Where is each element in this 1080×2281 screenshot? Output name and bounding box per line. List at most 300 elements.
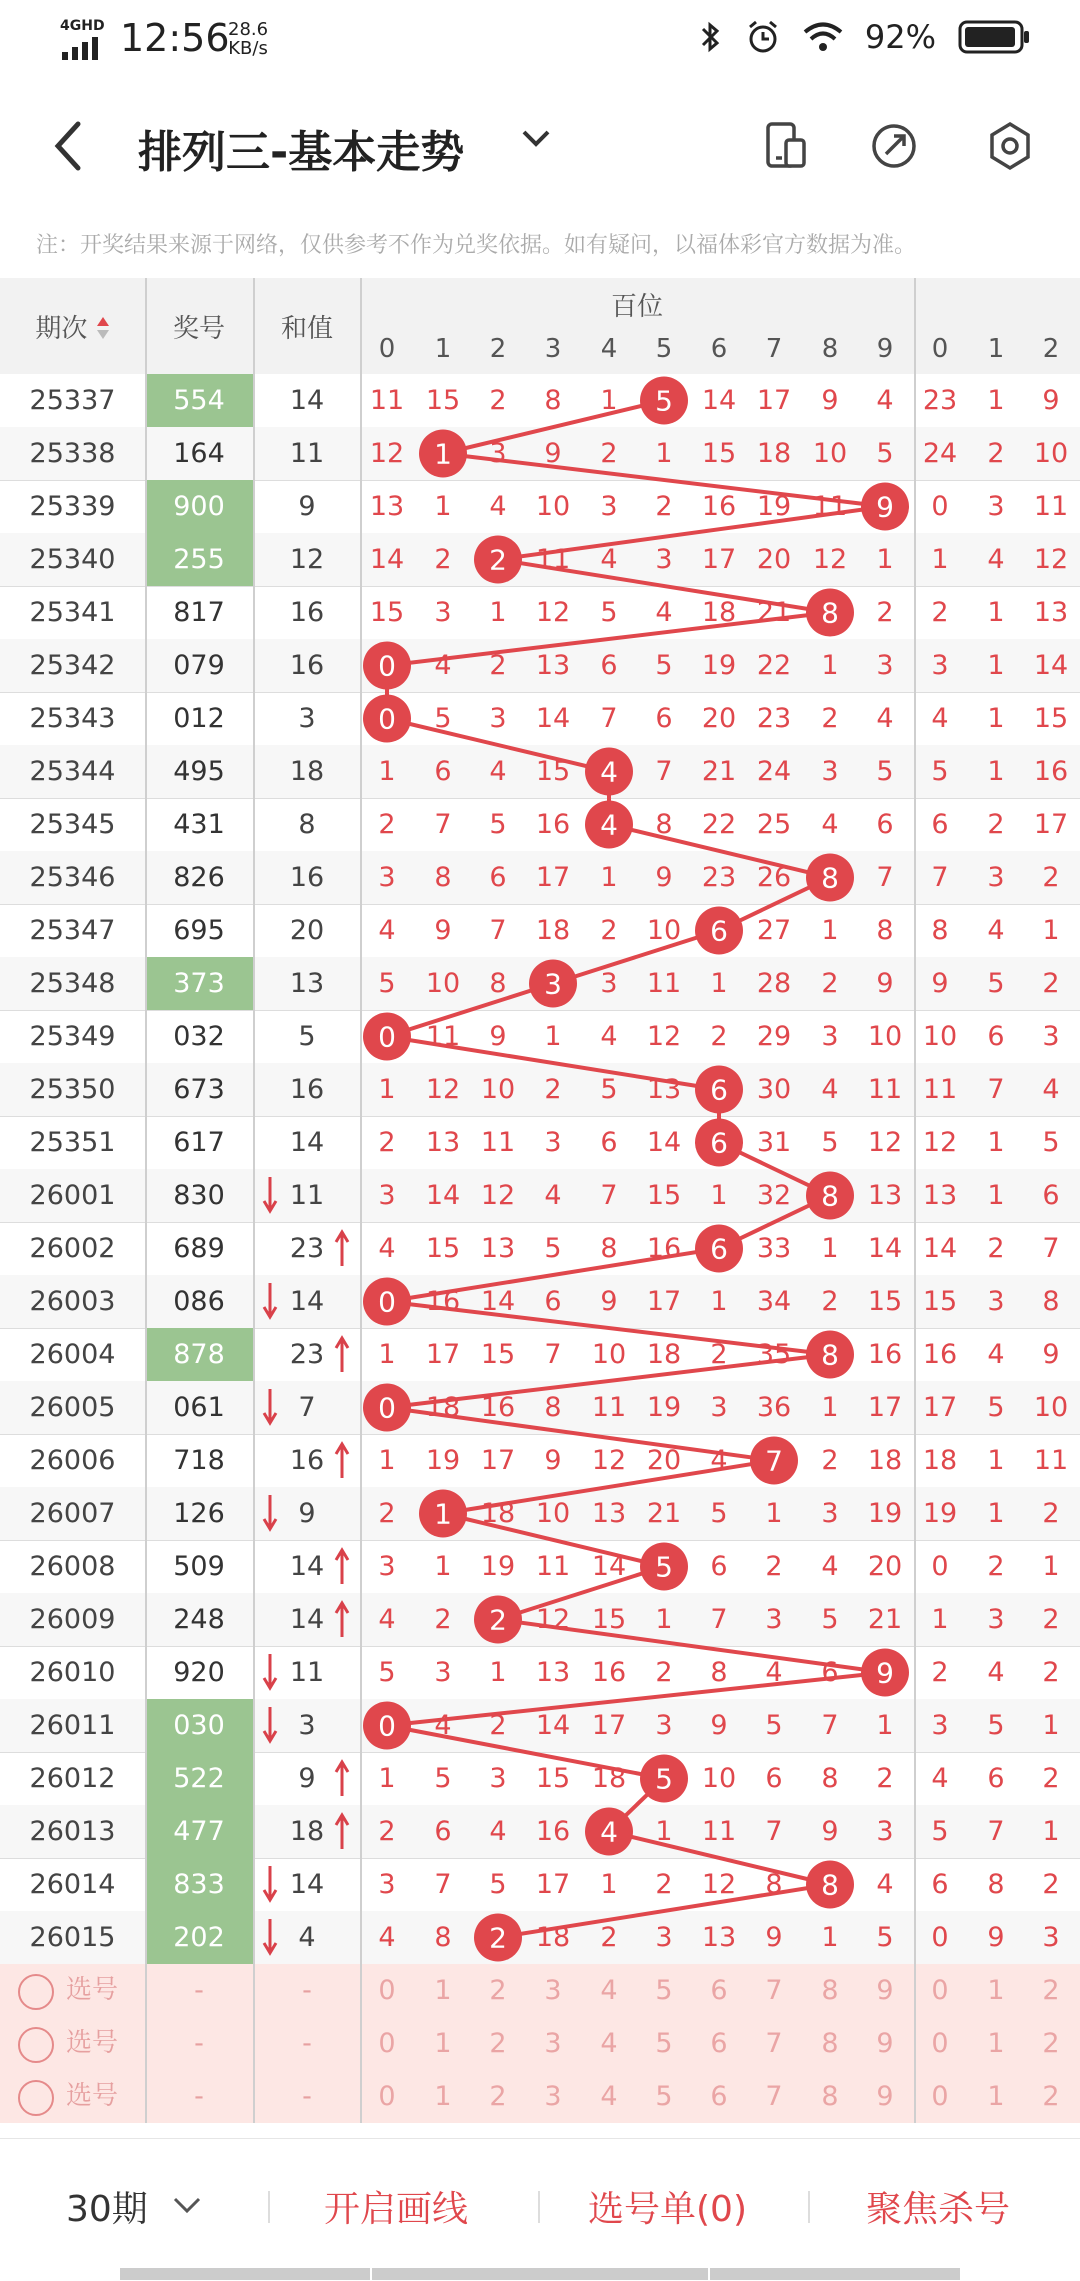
miss-cell: 17 xyxy=(480,1445,516,1476)
miss-cell: 1 xyxy=(987,1180,1005,1211)
hit-ball xyxy=(806,1861,854,1909)
miss-cell: 11 xyxy=(425,1021,461,1052)
pick-digit[interactable]: 6 xyxy=(710,2081,728,2112)
miss-cell: 12 xyxy=(535,1604,571,1635)
clock: 12:56 xyxy=(120,16,230,60)
period-selector[interactable]: 30期 xyxy=(66,2189,148,2230)
miss-cell: 9 xyxy=(544,438,562,469)
miss-cell: 8 xyxy=(655,809,673,840)
miss-cell: 24 xyxy=(922,438,958,469)
pick-digit[interactable]: 5 xyxy=(655,2028,673,2059)
miss-cell: 17 xyxy=(1033,809,1069,840)
miss-cell: 6 xyxy=(821,1657,839,1688)
miss-cell: 2 xyxy=(821,968,839,999)
miss-cell: 14 xyxy=(922,1233,958,1264)
miss-cell: 1 xyxy=(987,650,1005,681)
miss-cell: 2 xyxy=(710,1339,728,1370)
miss-cell: 6 xyxy=(434,756,452,787)
miss-cell: 32 xyxy=(756,1180,792,1211)
miss-cell: 4 xyxy=(876,703,894,734)
pick-digit[interactable]: 1 xyxy=(434,1975,452,2006)
pick-digit[interactable]: 2 xyxy=(489,2028,507,2059)
miss-cell: 3 xyxy=(821,1498,839,1529)
sum-cell: 14 xyxy=(289,1286,325,1317)
miss-cell: 30 xyxy=(756,1074,792,1105)
pick-digit[interactable]: 2 xyxy=(1042,1975,1060,2006)
miss-cell: 1 xyxy=(931,544,949,575)
miss-cell: 6 xyxy=(931,809,949,840)
pick-digit[interactable]: 1 xyxy=(987,1975,1005,2006)
miss-cell: 15 xyxy=(535,1763,571,1794)
miss-cell: 18 xyxy=(867,1445,903,1476)
miss-cell: 5 xyxy=(931,1816,949,1847)
pick-digit[interactable]: 0 xyxy=(931,2081,949,2112)
focus-kill-button[interactable]: 聚焦杀号 xyxy=(866,2189,1011,2230)
miss-cell: 3 xyxy=(987,862,1005,893)
pick-digit[interactable]: 1 xyxy=(987,2081,1005,2112)
miss-cell: 14 xyxy=(535,703,571,734)
pick-digit[interactable]: 9 xyxy=(876,1975,894,2006)
issue-cell: 25337 xyxy=(29,385,116,416)
pick-digit[interactable]: 2 xyxy=(489,2081,507,2112)
miss-cell: 9 xyxy=(544,1445,562,1476)
miss-cell: 21 xyxy=(701,756,737,787)
status-bar xyxy=(0,0,1080,80)
hit-ball-label: 4 xyxy=(600,755,618,789)
miss-cell: 4 xyxy=(821,1551,839,1582)
sum-cell: 14 xyxy=(289,1127,325,1158)
miss-cell: 7 xyxy=(1042,1233,1060,1264)
divider xyxy=(268,2191,270,2223)
pick-digit[interactable]: 7 xyxy=(765,2028,783,2059)
hundreds-trend-line xyxy=(387,401,885,1938)
miss-cell: 19 xyxy=(480,1551,516,1582)
miss-cell: 8 xyxy=(987,1869,1005,1900)
pick-digit[interactable]: 1 xyxy=(987,2028,1005,2059)
miss-cell: 2 xyxy=(600,915,618,946)
miss-cell: 4 xyxy=(821,809,839,840)
miss-cell: 5 xyxy=(600,597,618,628)
issue-cell: 25343 xyxy=(29,703,116,734)
miss-cell: 21 xyxy=(867,1604,903,1635)
hit-ball-label: 6 xyxy=(710,1232,728,1266)
pick-digit[interactable]: 0 xyxy=(931,1975,949,2006)
miss-cell: 23 xyxy=(756,703,792,734)
miss-cell: 3 xyxy=(544,1127,562,1158)
bottom-bar xyxy=(0,2138,1080,2281)
miss-cell: 23 xyxy=(922,385,958,416)
miss-cell: 13 xyxy=(369,491,405,522)
miss-cell: 2 xyxy=(378,1127,396,1158)
miss-cell: 5 xyxy=(710,1498,728,1529)
pick-digit[interactable]: 2 xyxy=(1042,2028,1060,2059)
pick-label[interactable]: 选号 xyxy=(66,2028,119,2058)
pick-label[interactable]: 选号 xyxy=(66,1975,119,2005)
miss-cell: 4 xyxy=(434,650,452,681)
pick-digit[interactable]: 3 xyxy=(544,2028,562,2059)
miss-cell: 25 xyxy=(756,809,792,840)
miss-cell: 15 xyxy=(480,1339,516,1370)
hit-ball xyxy=(861,483,909,531)
hit-ball xyxy=(806,1172,854,1220)
hit-ball-label: 5 xyxy=(655,384,673,418)
miss-cell: 15 xyxy=(922,1286,958,1317)
miss-cell: 1 xyxy=(987,1127,1005,1158)
hit-ball xyxy=(419,1490,467,1538)
pick-digit[interactable]: 2 xyxy=(1042,2081,1060,2112)
hit-ball xyxy=(695,1119,743,1167)
miss-cell: 19 xyxy=(756,491,792,522)
issue-cell: 26015 xyxy=(29,1922,116,1953)
miss-cell: 20 xyxy=(701,703,737,734)
battery-icon xyxy=(958,20,1030,54)
wifi-icon xyxy=(803,21,843,53)
miss-cell: 16 xyxy=(535,1816,571,1847)
miss-cell: 15 xyxy=(425,385,461,416)
miss-cell: 14 xyxy=(425,1180,461,1211)
miss-cell: 1 xyxy=(600,1869,618,1900)
miss-cell: 2 xyxy=(378,809,396,840)
sum-cell: 11 xyxy=(289,438,325,469)
pick-digit[interactable]: 4 xyxy=(600,2081,618,2112)
issue-cell: 26001 xyxy=(29,1180,116,1211)
miss-cell: 3 xyxy=(434,1657,452,1688)
hit-ball xyxy=(474,1914,522,1962)
hit-ball xyxy=(806,1331,854,1379)
miss-cell: 3 xyxy=(987,1604,1005,1635)
pick-digit[interactable]: 5 xyxy=(655,2081,673,2112)
miss-cell: 3 xyxy=(710,1392,728,1423)
miss-cell: 1 xyxy=(876,544,894,575)
miss-cell: 17 xyxy=(535,862,571,893)
miss-cell: 6 xyxy=(434,1816,452,1847)
miss-cell: 10 xyxy=(535,491,571,522)
miss-cell: 2 xyxy=(876,1763,894,1794)
miss-cell: 12 xyxy=(646,1021,682,1052)
pick-digit[interactable]: 0 xyxy=(378,1975,396,2006)
miss-cell: 2 xyxy=(876,597,894,628)
miss-cell: 17 xyxy=(756,385,792,416)
miss-cell: 17 xyxy=(591,1710,627,1741)
sum-cell: 14 xyxy=(289,1869,325,1900)
hit-ball-label: 8 xyxy=(821,596,839,630)
chevron-down-icon[interactable] xyxy=(520,126,552,150)
miss-cell: 4 xyxy=(600,544,618,575)
miss-cell: 10 xyxy=(425,968,461,999)
prize-cell: 830 xyxy=(173,1180,225,1211)
issue-cell: 25341 xyxy=(29,597,116,628)
pick-digit[interactable]: 5 xyxy=(655,1975,673,2006)
miss-cell: 17 xyxy=(922,1392,958,1423)
hit-ball xyxy=(363,1702,411,1750)
pick-digit[interactable]: 8 xyxy=(821,2081,839,2112)
miss-cell: 17 xyxy=(867,1392,903,1423)
sum-cell: 9 xyxy=(298,491,316,522)
miss-cell: 13 xyxy=(591,1498,627,1529)
miss-cell: 15 xyxy=(591,1604,627,1635)
miss-cell: 1 xyxy=(821,1922,839,1953)
sum-cell: 9 xyxy=(298,1763,316,1794)
miss-cell: 1 xyxy=(489,597,507,628)
prize-cell: 373 xyxy=(145,957,253,1010)
hit-ball-label: 4 xyxy=(600,808,618,842)
hit-ball-label: 0 xyxy=(378,649,396,683)
sum-cell: 23 xyxy=(289,1339,325,1370)
miss-cell: 34 xyxy=(756,1286,792,1317)
miss-cell: 7 xyxy=(544,1339,562,1370)
hit-ball-label: 1 xyxy=(434,437,452,471)
prize-header: 奖号 xyxy=(172,314,225,344)
miss-cell: 3 xyxy=(987,491,1005,522)
miss-cell: 28 xyxy=(756,968,792,999)
miss-cell: 11 xyxy=(535,1551,571,1582)
digit-header: 7 xyxy=(765,334,783,364)
miss-cell: 17 xyxy=(425,1339,461,1370)
miss-cell: 10 xyxy=(591,1339,627,1370)
selection-list-button[interactable]: 选号单(0) xyxy=(588,2189,747,2230)
miss-cell: 2 xyxy=(987,1233,1005,1264)
miss-cell: 5 xyxy=(765,1710,783,1741)
pick-digit[interactable]: 8 xyxy=(821,1975,839,2006)
miss-cell: 1 xyxy=(821,1233,839,1264)
sum-cell: 9 xyxy=(298,1498,316,1529)
pick-digit[interactable]: 7 xyxy=(765,2081,783,2112)
draw-lines-button[interactable]: 开启画线 xyxy=(324,2189,469,2230)
hit-ball-label: 8 xyxy=(821,861,839,895)
miss-cell: 3 xyxy=(378,862,396,893)
hit-ball xyxy=(806,854,854,902)
miss-cell: 12 xyxy=(867,1127,903,1158)
miss-cell: 16 xyxy=(701,491,737,522)
prize-cell: 817 xyxy=(173,597,225,628)
miss-cell: 2 xyxy=(987,1551,1005,1582)
tab-indicator xyxy=(372,2268,708,2280)
miss-cell: 11 xyxy=(1033,1445,1069,1476)
miss-cell: 1 xyxy=(378,756,396,787)
miss-cell: 15 xyxy=(701,438,737,469)
miss-cell: 14 xyxy=(867,1233,903,1264)
miss-cell: 10 xyxy=(646,915,682,946)
miss-cell: 6 xyxy=(987,1021,1005,1052)
page-title[interactable]: 排列三-基本走势 xyxy=(138,127,465,178)
miss-cell: 11 xyxy=(646,968,682,999)
miss-cell: 18 xyxy=(425,1392,461,1423)
miss-cell: 9 xyxy=(876,968,894,999)
miss-cell: 5 xyxy=(378,968,396,999)
bluetooth-icon xyxy=(699,19,723,55)
pick-label[interactable]: 选号 xyxy=(66,2081,119,2111)
miss-cell: 5 xyxy=(821,1604,839,1635)
miss-cell: 1 xyxy=(1042,1816,1060,1847)
miss-cell: 5 xyxy=(987,1710,1005,1741)
miss-cell: 10 xyxy=(1033,438,1069,469)
pick-digit[interactable]: 8 xyxy=(821,2028,839,2059)
miss-cell: 17 xyxy=(646,1286,682,1317)
miss-cell: 24 xyxy=(756,756,792,787)
pick-digit[interactable]: 2 xyxy=(489,1975,507,2006)
miss-cell: 13 xyxy=(535,650,571,681)
miss-cell: 8 xyxy=(876,915,894,946)
issue-cell: 26002 xyxy=(29,1233,116,1264)
prize-cell: 900 xyxy=(145,480,253,533)
miss-cell: 7 xyxy=(876,862,894,893)
hit-ball xyxy=(363,642,411,690)
miss-cell: 4 xyxy=(378,1604,396,1635)
sum-cell: 11 xyxy=(289,1180,325,1211)
miss-cell: 7 xyxy=(600,703,618,734)
miss-cell: 5 xyxy=(489,809,507,840)
pick-digit[interactable]: 4 xyxy=(600,1975,618,2006)
miss-cell: 7 xyxy=(489,915,507,946)
miss-cell: 6 xyxy=(987,1763,1005,1794)
miss-cell: 7 xyxy=(600,1180,618,1211)
pick-digit[interactable]: 0 xyxy=(931,2028,949,2059)
miss-cell: 2 xyxy=(1042,968,1060,999)
miss-cell: 7 xyxy=(434,809,452,840)
miss-cell: 4 xyxy=(1042,1074,1060,1105)
miss-cell: 3 xyxy=(931,650,949,681)
hit-ball-label: 0 xyxy=(378,1391,396,1425)
chevron-down-icon[interactable] xyxy=(172,2195,202,2215)
miss-cell: 16 xyxy=(535,809,571,840)
miss-cell: 12 xyxy=(591,1445,627,1476)
miss-cell: 35 xyxy=(756,1339,792,1370)
miss-cell: 4 xyxy=(600,1021,618,1052)
sum-placeholder: - xyxy=(302,1975,312,2006)
sum-cell: 14 xyxy=(289,385,325,416)
miss-cell: 7 xyxy=(655,756,673,787)
trend-lines xyxy=(0,278,1080,2118)
miss-cell: 11 xyxy=(1033,491,1069,522)
miss-cell: 9 xyxy=(434,915,452,946)
miss-cell: 7 xyxy=(931,862,949,893)
miss-cell: 1 xyxy=(1042,915,1060,946)
hundreds-header: 百位 xyxy=(610,292,663,322)
miss-cell: 16 xyxy=(591,1657,627,1688)
miss-cell: 6 xyxy=(1042,1180,1060,1211)
miss-cell: 18 xyxy=(646,1339,682,1370)
pick-digit[interactable]: 9 xyxy=(876,2081,894,2112)
sum-cell: 16 xyxy=(289,1074,325,1105)
miss-cell: 9 xyxy=(987,1922,1005,1953)
digit-header: 0 xyxy=(931,334,949,364)
miss-cell: 10 xyxy=(535,1498,571,1529)
miss-cell: 10 xyxy=(480,1074,516,1105)
miss-cell: 11 xyxy=(369,385,405,416)
sum-cell: 3 xyxy=(298,1710,316,1741)
miss-cell: 4 xyxy=(987,544,1005,575)
pick-digit[interactable]: 4 xyxy=(600,2028,618,2059)
miss-cell: 22 xyxy=(701,809,737,840)
issue-cell: 26014 xyxy=(29,1869,116,1900)
miss-cell: 2 xyxy=(987,809,1005,840)
miss-cell: 4 xyxy=(434,1710,452,1741)
miss-cell: 1 xyxy=(544,1021,562,1052)
speed-unit: KB/s xyxy=(228,38,268,59)
miss-cell: 6 xyxy=(600,1127,618,1158)
pick-digit[interactable]: 0 xyxy=(378,2028,396,2059)
miss-cell: 4 xyxy=(987,915,1005,946)
miss-cell: 4 xyxy=(489,756,507,787)
miss-cell: 16 xyxy=(480,1392,516,1423)
miss-cell: 15 xyxy=(369,597,405,628)
miss-cell: 15 xyxy=(867,1286,903,1317)
issue-cell: 26013 xyxy=(29,1816,116,1847)
hit-ball xyxy=(695,1066,743,1114)
network-type: 4GHD xyxy=(60,18,105,34)
issue-cell: 25340 xyxy=(29,544,116,575)
miss-cell: 1 xyxy=(655,1816,673,1847)
pick-digit[interactable]: 7 xyxy=(765,1975,783,2006)
miss-cell: 5 xyxy=(434,703,452,734)
miss-cell: 6 xyxy=(489,862,507,893)
pick-digit[interactable]: 6 xyxy=(710,1975,728,2006)
miss-cell: 1 xyxy=(378,1074,396,1105)
hit-ball-label: 0 xyxy=(378,1709,396,1743)
miss-cell: 13 xyxy=(425,1127,461,1158)
back-icon[interactable] xyxy=(48,116,88,176)
hit-ball xyxy=(585,1808,633,1856)
hit-ball-label: 2 xyxy=(489,543,507,577)
pick-digit[interactable]: 6 xyxy=(710,2028,728,2059)
miss-cell: 10 xyxy=(922,1021,958,1052)
prize-cell: 826 xyxy=(173,862,225,893)
miss-cell: 3 xyxy=(876,1816,894,1847)
share-icon[interactable] xyxy=(866,118,922,174)
digit-header: 5 xyxy=(655,334,673,364)
pick-digit[interactable]: 1 xyxy=(434,2081,452,2112)
miss-cell: 16 xyxy=(425,1286,461,1317)
miss-cell: 3 xyxy=(655,544,673,575)
miss-cell: 4 xyxy=(931,703,949,734)
miss-cell: 31 xyxy=(756,1127,792,1158)
miss-cell: 18 xyxy=(922,1445,958,1476)
pick-digit[interactable]: 9 xyxy=(876,2028,894,2059)
miss-cell: 8 xyxy=(600,1233,618,1264)
miss-cell: 19 xyxy=(701,650,737,681)
settings-icon[interactable] xyxy=(982,118,1038,174)
miss-cell: 16 xyxy=(922,1339,958,1370)
miss-cell: 1 xyxy=(378,1339,396,1370)
digit-header: 8 xyxy=(821,334,839,364)
hit-ball xyxy=(529,960,577,1008)
miss-cell: 33 xyxy=(756,1233,792,1264)
speed-value: 28.6 xyxy=(228,19,269,40)
hit-ball-label: 1 xyxy=(434,1497,452,1531)
pick-digit[interactable]: 1 xyxy=(434,2028,452,2059)
phone-icon[interactable] xyxy=(756,118,812,174)
miss-cell: 10 xyxy=(701,1763,737,1794)
sum-placeholder: - xyxy=(302,2081,312,2112)
sum-cell: 23 xyxy=(289,1233,325,1264)
miss-cell: 5 xyxy=(987,1392,1005,1423)
hit-ball-label: 0 xyxy=(378,1020,396,1054)
miss-cell: 5 xyxy=(378,1657,396,1688)
miss-cell: 1 xyxy=(655,1604,673,1635)
digit-header: 9 xyxy=(876,334,894,364)
sum-cell: 18 xyxy=(289,1816,325,1847)
miss-cell: 1 xyxy=(489,1657,507,1688)
miss-cell: 3 xyxy=(378,1180,396,1211)
trend-table xyxy=(0,278,1080,2118)
pick-digit[interactable]: 3 xyxy=(544,2081,562,2112)
pick-digit[interactable]: 3 xyxy=(544,1975,562,2006)
miss-cell: 8 xyxy=(1042,1286,1060,1317)
hit-ball-label: 0 xyxy=(378,702,396,736)
miss-cell: 11 xyxy=(922,1074,958,1105)
pick-digit[interactable]: 0 xyxy=(378,2081,396,2112)
miss-cell: 18 xyxy=(756,438,792,469)
